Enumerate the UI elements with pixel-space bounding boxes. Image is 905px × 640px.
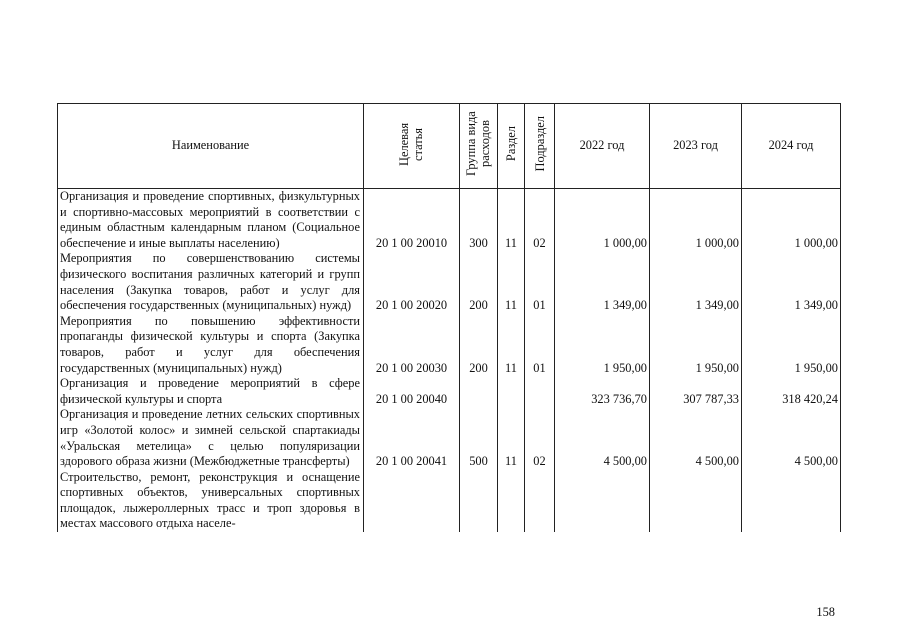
header-year-2023: 2023 год xyxy=(650,104,742,189)
row-2023 xyxy=(650,470,742,532)
header-section: Раздел xyxy=(498,104,525,189)
header-row xyxy=(58,104,841,189)
row-section: 11 xyxy=(498,314,525,376)
row-2022: 4 500,00 xyxy=(555,407,650,469)
table-viewport xyxy=(57,103,841,594)
row-article: 20 1 00 20010 xyxy=(364,189,460,252)
header-expense-group: Группа вида расходов xyxy=(460,104,498,189)
row-2024: 1 349,00 xyxy=(742,251,841,313)
row-2022: 1 000,00 xyxy=(555,189,650,252)
row-name: Мероприятия по повышению эффективности пропаганды физической культуры и спорта (Закупка товаров, работ и услуг для обеспечения государственных (муниципальных) нужд) xyxy=(58,314,364,376)
header-year-2024: 2024 год xyxy=(742,104,841,189)
row-2022: 1 950,00 xyxy=(555,314,650,376)
row-article xyxy=(364,470,460,532)
row-2023: 307 787,33 xyxy=(650,376,742,407)
row-group: 300 xyxy=(460,189,498,252)
row-2022 xyxy=(555,470,650,532)
row-section: 11 xyxy=(498,189,525,252)
row-2024 xyxy=(742,470,841,532)
row-subsection: 01 xyxy=(525,314,555,376)
header-target-article: Целевая статья xyxy=(364,104,460,189)
row-group: 200 xyxy=(460,314,498,376)
table-row xyxy=(58,189,841,252)
row-2023: 1 349,00 xyxy=(650,251,742,313)
row-name: Мероприятия по совершенствованию системы физического воспитания различных категорий и групп населения (Закупка товаров, работ и услуг для обеспечения государственных (муниципальных) нужд) xyxy=(58,251,364,313)
row-2023: 4 500,00 xyxy=(650,407,742,469)
row-article: 20 1 00 20030 xyxy=(364,314,460,376)
row-subsection: 02 xyxy=(525,189,555,252)
table-row xyxy=(58,314,841,376)
table-row xyxy=(58,470,841,532)
row-group: 200 xyxy=(460,251,498,313)
page-number: 158 xyxy=(816,605,835,619)
table-row xyxy=(58,251,841,313)
row-name: Организация и проведение летних сельских спортивных игр «Золотой колос» и зимней сельской спартакиады «Уральская метелица» с целью популяризации здорового образа жизни (Межбюджетные трансферты) xyxy=(58,407,364,469)
row-subsection xyxy=(525,376,555,407)
row-2023: 1 950,00 xyxy=(650,314,742,376)
row-2024: 4 500,00 xyxy=(742,407,841,469)
row-article: 20 1 00 20041 xyxy=(364,407,460,469)
row-name: Строительство, ремонт, реконструкция и оснащение спортивных объектов, универсальных спортивных площадок, лыжероллерных трасс и троп здоровья в местах массового отдыха населе- xyxy=(58,470,364,532)
row-2024: 1 000,00 xyxy=(742,189,841,252)
row-group xyxy=(460,470,498,532)
header-subsection: Подраздел xyxy=(525,104,555,189)
row-article: 20 1 00 20040 xyxy=(364,376,460,407)
row-2022: 323 736,70 xyxy=(555,376,650,407)
row-subsection xyxy=(525,470,555,532)
row-name: Организация и проведение мероприятий в сфере физической культуры и спорта xyxy=(58,376,364,407)
row-section xyxy=(498,470,525,532)
row-group: 500 xyxy=(460,407,498,469)
row-article: 20 1 00 20020 xyxy=(364,251,460,313)
table-row xyxy=(58,407,841,469)
row-2024: 318 420,24 xyxy=(742,376,841,407)
row-section: 11 xyxy=(498,407,525,469)
row-section xyxy=(498,376,525,407)
row-subsection: 02 xyxy=(525,407,555,469)
row-subsection: 01 xyxy=(525,251,555,313)
row-2024: 1 950,00 xyxy=(742,314,841,376)
header-name: Наименование xyxy=(58,104,364,189)
row-name: Организация и проведение спортивных, физкультурных и спортивно-массовых мероприятий в соответствии с единым областным календарным планом (Социальное обеспечение и иные выплаты населению) xyxy=(58,189,364,252)
header-year-2022: 2022 год xyxy=(555,104,650,189)
row-section: 11 xyxy=(498,251,525,313)
table-row xyxy=(58,376,841,407)
row-group xyxy=(460,376,498,407)
budget-table xyxy=(57,103,841,532)
row-2023: 1 000,00 xyxy=(650,189,742,252)
row-2022: 1 349,00 xyxy=(555,251,650,313)
